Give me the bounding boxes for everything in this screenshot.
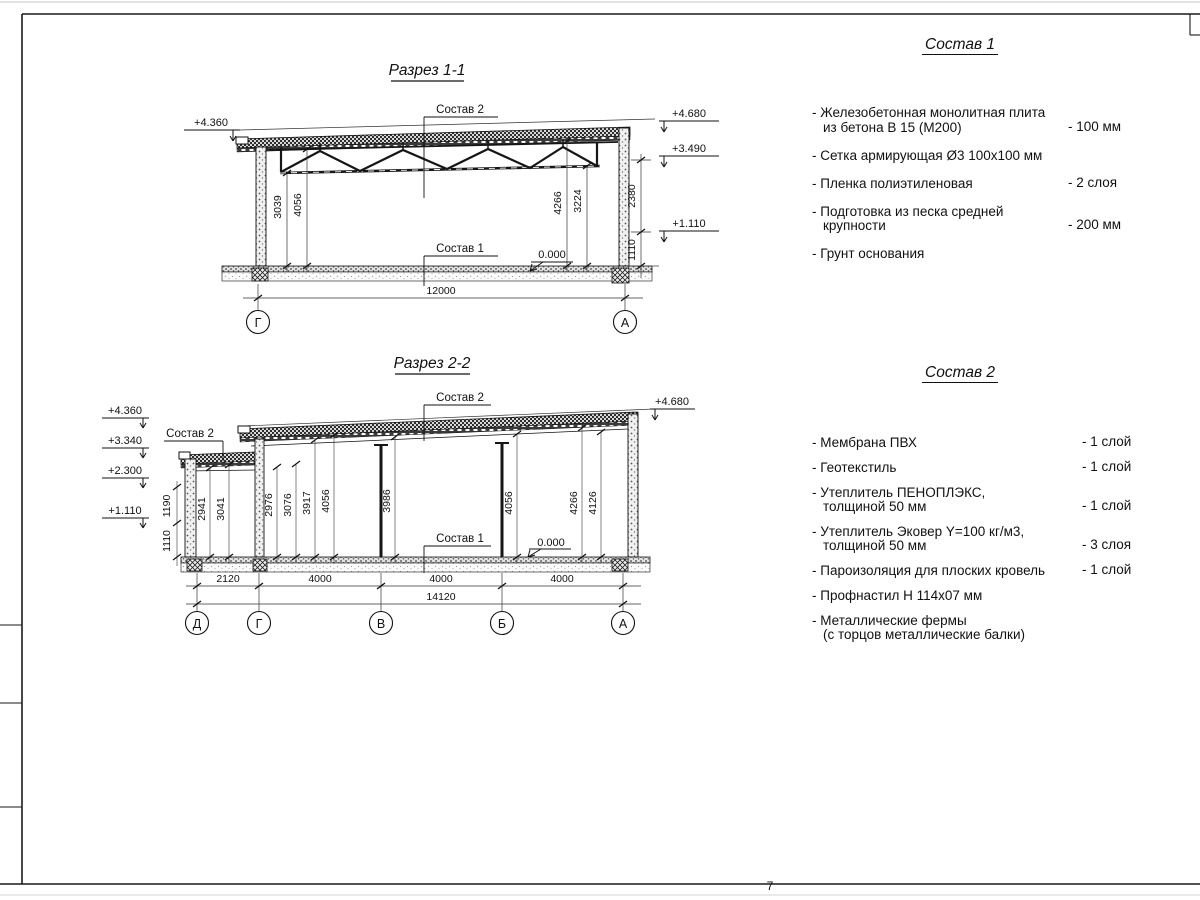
section-1-1-drawing <box>184 62 719 334</box>
elev-right-low: +1.110 <box>672 218 706 230</box>
sostav2-list <box>812 364 1142 653</box>
list-item <box>812 247 1142 262</box>
section-1-1-title: Разрез 1-1 <box>388 62 466 79</box>
list-item <box>812 614 1142 642</box>
item-value: - 1 слой <box>1082 562 1132 577</box>
sostav2-top-label: Состав 2 <box>436 392 484 404</box>
dim-3224: 3224 <box>572 189 584 213</box>
item-text: - Пленка полиэтиленовая <box>812 175 973 191</box>
dim-4266: 4266 <box>552 191 564 215</box>
item-value: - 1 слой <box>1082 498 1132 513</box>
list-item <box>812 486 1142 514</box>
wall-d <box>185 459 196 557</box>
dim-3041: 3041 <box>215 497 227 521</box>
list-item <box>812 525 1142 553</box>
sostav2-title-text: Состав 2 <box>922 364 998 383</box>
dim-4000-1: 4000 <box>308 573 332 585</box>
sostav1-title-text: Состав 1 <box>922 36 998 55</box>
dim-4126: 4126 <box>587 491 599 515</box>
elev-left-top: +4.360 <box>194 117 228 129</box>
item-value: - 200 мм <box>1068 217 1122 232</box>
dim-4266-2: 4266 <box>568 491 580 515</box>
bottom-dims-2-2 <box>186 573 642 635</box>
elev-l3: +2.300 <box>108 465 142 477</box>
item-text: - Грунт основания <box>812 246 925 261</box>
item-text: - Пароизоляция для плоских кровель <box>812 563 1046 578</box>
item-text: - Геотекстиль <box>812 460 897 475</box>
item-text-2: (с торцов металлические балки) <box>823 627 1025 642</box>
section-2-2-title: Разрез 2-2 <box>393 355 471 372</box>
elev-l1: +4.360 <box>108 405 142 417</box>
sostav2-leader-label: Состав 2 <box>436 104 484 116</box>
dim-1190: 1190 <box>161 494 173 518</box>
item-text: - Железобетонная монолитная плита <box>812 105 1046 120</box>
page-number: 7 <box>766 879 774 893</box>
dim-4056: 4056 <box>292 193 304 217</box>
dim-3039: 3039 <box>272 195 284 219</box>
item-text-2: толщиной 50 мм <box>823 538 927 553</box>
item-value: - 1 слой <box>1082 434 1132 449</box>
item-text: - Металлические фермы <box>812 613 967 628</box>
elevation-marks-2-2-left <box>102 405 149 528</box>
axis-g-2: Г <box>255 617 263 631</box>
zero-level-mark: 0.000 <box>538 249 566 261</box>
axis-v-2: В <box>376 617 386 631</box>
dim-2976: 2976 <box>263 493 275 517</box>
bottom-dim-1-1 <box>243 284 643 334</box>
floor-slab-2 <box>181 557 650 563</box>
list-item <box>812 149 1142 164</box>
axis-g: Г <box>254 316 262 330</box>
section-2-2-drawing <box>102 355 695 635</box>
item-text: - Утеплитель Эковер Y=100 кг/м3, <box>812 524 1025 539</box>
dim-3076: 3076 <box>282 493 294 517</box>
sostav1-label-2: Состав 1 <box>436 533 484 545</box>
axis-a-2: А <box>618 617 628 631</box>
zero-level-mark-2: 0.000 <box>537 537 565 549</box>
dim-4000-3: 4000 <box>550 573 574 585</box>
list-item <box>812 106 1142 135</box>
sostav1-list <box>812 36 1142 275</box>
item-text-2: толщиной 50 мм <box>823 499 927 514</box>
item-value: - 100 мм <box>1068 118 1122 134</box>
dim-2941: 2941 <box>196 497 208 521</box>
dim-1110: 1110 <box>626 239 638 261</box>
list-item <box>812 436 1142 450</box>
item-value: - 3 слоя <box>1082 537 1132 552</box>
axis-b-2: Б <box>497 617 507 631</box>
item-value: - 1 слой <box>1082 459 1132 474</box>
sostav2-left-label: Состав 2 <box>166 428 214 440</box>
dim-3986: 3986 <box>381 489 393 513</box>
item-text-2: из бетона В 15 (М200) <box>823 119 962 135</box>
list-item <box>812 564 1142 578</box>
axis-a: А <box>620 316 630 330</box>
list-item <box>812 589 1142 603</box>
dim-4056-a: 4056 <box>503 491 515 515</box>
dim-12000: 12000 <box>426 285 456 297</box>
item-text: - Профнастил Н 114х07 мм <box>812 588 983 603</box>
dim-1110-2: 1110 <box>161 530 173 552</box>
list-item <box>812 174 1142 192</box>
list-item <box>812 461 1142 475</box>
sostav2-title <box>812 364 1108 382</box>
elev-right-top: +4.680 <box>672 108 706 120</box>
elev-right-top-2: +4.680 <box>655 396 689 408</box>
dim-2120: 2120 <box>216 573 240 585</box>
sostav1-leader-label: Состав 1 <box>436 243 484 255</box>
item-text: - Утеплитель ПЕНОПЛЭКС, <box>812 485 986 500</box>
item-value: - 2 слоя <box>1068 174 1118 190</box>
wall-a <box>628 414 638 557</box>
item-text: - Подготовка из песка средней <box>812 203 1004 219</box>
item-text: - Сетка армирующая Ø3 100х100 мм <box>812 147 1043 163</box>
elev-right-mid: +3.490 <box>672 143 706 155</box>
dim-2380: 2380 <box>626 184 638 208</box>
list-item <box>812 205 1142 234</box>
item-text-2: крупности <box>823 218 886 233</box>
item-text: - Мембрана ПВХ <box>812 435 917 450</box>
elev-l4: +1.110 <box>108 505 142 517</box>
sostav1-title <box>812 36 1108 54</box>
dim-4056-g: 4056 <box>320 489 332 513</box>
dim-14120: 14120 <box>426 591 456 603</box>
wall-left <box>256 147 266 266</box>
axis-d-2: Д <box>192 617 202 631</box>
dim-3917: 3917 <box>301 491 313 515</box>
dim-4000-2: 4000 <box>429 573 453 585</box>
elev-l2: +3.340 <box>108 435 142 447</box>
